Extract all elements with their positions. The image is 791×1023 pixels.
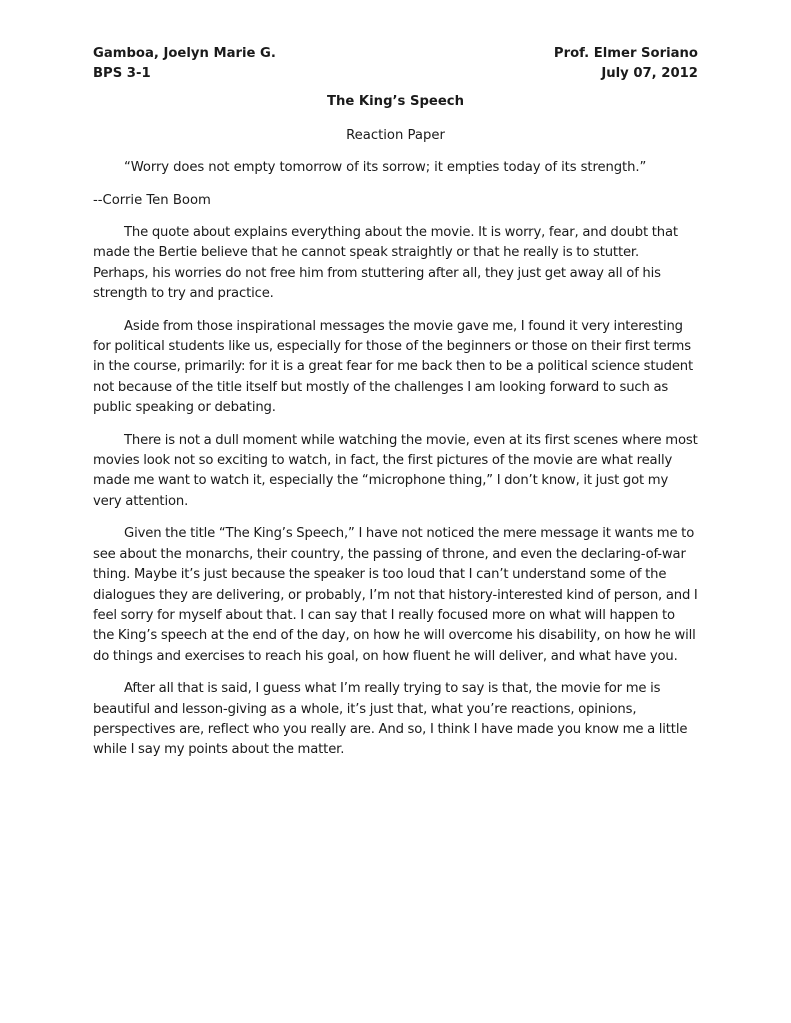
body-paragraph-5: After all that is said, I guess what I’m really trying to say is that, the movie for me is beautiful and lesson-giving as a whole, it’s just that, what you’re reactions, opinions, perspectives are, reflect who you really are. And so, I think I have made you know me a little while I say my points about the matter. [93,681,688,758]
student-name: Gamboa, Joelyn Marie G. [93,46,276,61]
body-paragraph-4: Given the title “The King’s Speech,” I have not noticed the mere message it wants me to see about the monarchs, their country, the passing of throne, and even the declaring-of-war thing. Maybe it’s just because the speaker is too loud that I can’t understand some of the dialogues they are delivering, or probably, I’m not that history-interested kind of person, and I feel sorry for myself about that. I can say that I really focused more on what will happen to the King’s speech at the end of the day, on how he will overcome his disability, on how he will do things and exercises to reach his goal, on how fluent he will deliver, and what have you. [93,526,698,664]
epigraph-quote: “Worry does not empty tomorrow of its sorrow; it empties today of its strength.” [124,160,647,175]
document-date: July 07, 2012 [601,66,698,81]
header-row-2 [93,64,698,84]
document-body [93,44,698,761]
professor-name: Prof. Elmer Soriano [553,46,698,61]
body-paragraph-1: The quote about explains everything about the movie. It is worry, fear, and doubt that made the Bertie believe that he cannot speak straightly or that he really is to stutter. Perhaps, his worries do not free him from stuttering after all, they just get away all of his strength to try and practice. [93,225,678,302]
class-section: BPS 3-1 [93,66,151,81]
epigraph-author: --Corrie Ten Boom [93,193,211,208]
header-row-1 [93,44,698,64]
document-title: The King’s Speech [327,94,464,109]
body-paragraph-3: There is not a dull moment while watching the movie, even at its first scenes where most movies look not so exciting to watch, in fact, the first pictures of the movie are what really made me want to watch it, especially the “microphone thing,” I don’t know, it just got my very attention. [93,432,698,509]
document-subtitle: Reaction Paper [346,128,445,143]
body-paragraph-2: Aside from those inspirational messages the movie gave me, I found it very interesting for political students like us, especially for those of the beginners or those on their first terms in the course, primarily: for it is a great fear for me back then to be a political science student not because of the title itself but mostly of the challenges I am looking forward to such as public speaking or debating. [93,318,694,416]
